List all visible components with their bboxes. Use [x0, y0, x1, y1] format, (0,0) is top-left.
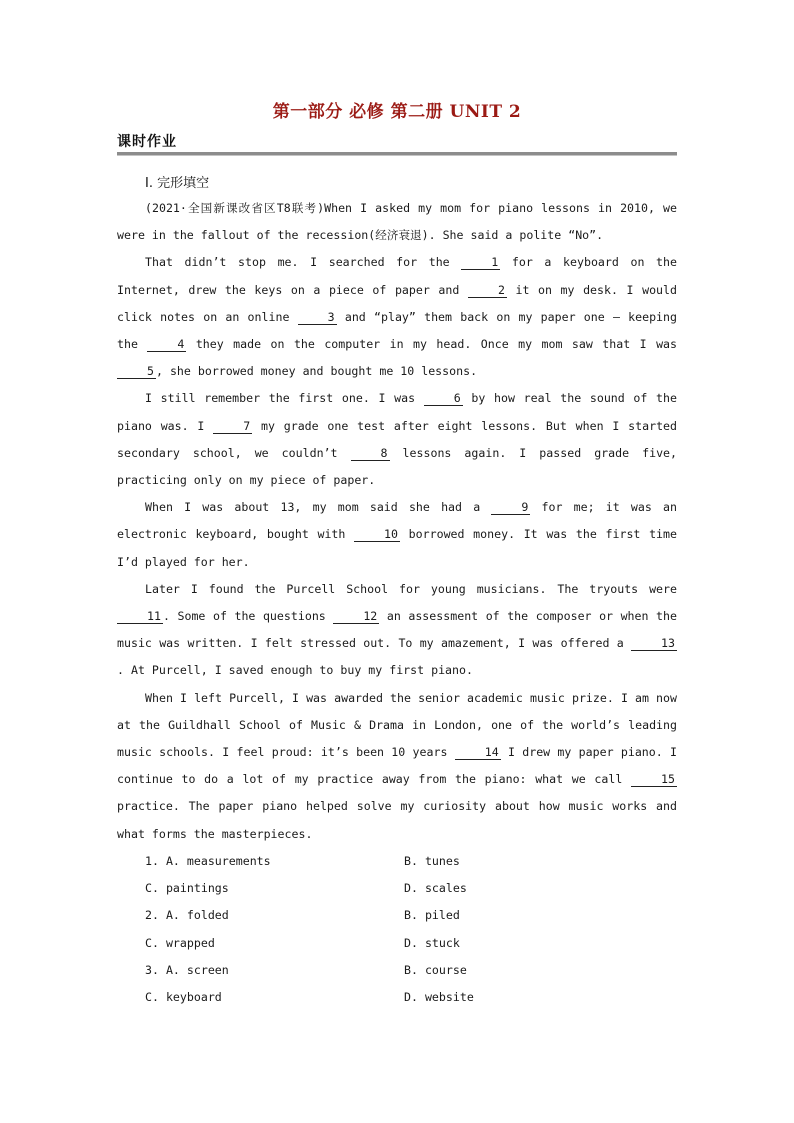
paragraph-text: my grade one test after eight lessons. But when I started secondary school, we couldn’t	[117, 418, 678, 460]
paragraph-text: practice. The paper piano helped solve my curiosity about how music works and what forms the masterpieces.	[117, 799, 677, 841]
option-item[interactable]: D. stuck	[404, 935, 460, 950]
paragraph-text: and “play” them back on my paper one — keeping the	[117, 309, 677, 352]
option-item[interactable]: C. keyboard	[145, 989, 222, 1004]
paragraph-2	[117, 249, 677, 385]
paragraph-text: When I was about 13, my mom said she had a	[145, 500, 492, 515]
paragraph-text: I drew my paper piano. I continue to do a lot of my practice away from the piano: what we call	[117, 745, 677, 787]
blank-2[interactable]: 2	[468, 283, 507, 298]
paragraph-text: Later I found the Purcell School for young musicians. The tryouts were	[145, 581, 677, 596]
option-item[interactable]: D. scales	[404, 881, 467, 896]
blank-8[interactable]: 8	[351, 446, 390, 461]
option-row	[145, 984, 625, 1011]
option-row	[145, 848, 625, 875]
option-row	[145, 902, 625, 929]
blank-10[interactable]: 10	[354, 527, 400, 542]
paragraph-3	[117, 385, 677, 494]
section-divider	[117, 152, 677, 156]
paragraph-1	[117, 195, 677, 249]
option-item[interactable]: C. paintings	[145, 881, 229, 896]
blank-14[interactable]: 14	[455, 745, 501, 760]
paragraph-text: lessons again. I passed grade five, practicing only on my piece of paper.	[117, 445, 678, 488]
blank-11[interactable]: 11	[117, 609, 163, 624]
option-item[interactable]: D. website	[404, 989, 474, 1004]
part-heading: Ⅰ. 完形填空	[145, 176, 210, 191]
blank-4[interactable]: 4	[147, 337, 186, 352]
option-item[interactable]: C. wrapped	[145, 935, 215, 950]
paragraph-text: it on my desk. I would click notes on an online	[117, 282, 677, 324]
option-item[interactable]: 2. A. folded	[145, 908, 229, 923]
option-row	[145, 957, 625, 984]
blank-12[interactable]: 12	[333, 609, 379, 624]
paragraph-text: . At Purcell, I saved enough to buy my first piano.	[117, 663, 473, 678]
paragraph-text: That didn’t stop me. I searched for the	[145, 255, 462, 270]
paragraph-text: for a keyboard on the Internet, drew the keys on a piece of paper and	[117, 255, 677, 297]
blank-15[interactable]: 15	[631, 772, 677, 787]
paragraph-6	[117, 685, 677, 848]
option-item[interactable]: 1. A. measurements	[145, 854, 271, 868]
paragraph-5	[117, 576, 677, 685]
blank-9[interactable]: 9	[491, 500, 530, 515]
paragraph-text: by how real the sound of the piano was. I	[117, 391, 677, 433]
paragraph-text: for me; it was an electronic keyboard, bought with	[117, 500, 677, 542]
option-item[interactable]: B. piled	[404, 908, 460, 923]
paragraph-text: . Some of the questions	[162, 609, 334, 624]
option-item[interactable]: B. course	[404, 962, 467, 977]
paragraph-text: (2021·全国新课改省区T8联考)When I asked my mom for piano lessons in 2010, we were in the fallout of the recession(经济衰退). She said a polite “No”.	[117, 201, 677, 243]
blank-13[interactable]: 13	[631, 636, 677, 651]
paragraph-text: When I left Purcell, I was awarded the senior academic music prize. I am now at the Guildhall School of Music & Drama in London, one of the world’s leading music schools. I feel proud: it’s been 10 years	[117, 690, 677, 760]
paragraph-text: I still remember the first one. I was	[145, 391, 424, 406]
paragraph-text: , she borrowed money and bought me 10 lessons.	[155, 364, 478, 379]
paragraph-text: an assessment of the composer or when the music was written. I felt stressed out. To my amazement, I was offered a	[117, 609, 677, 651]
paragraph-4	[117, 494, 677, 576]
option-item[interactable]: B. tunes	[404, 854, 460, 868]
blank-3[interactable]: 3	[298, 310, 337, 325]
blank-1[interactable]: 1	[461, 255, 500, 270]
paragraph-text: borrowed money. It was the first time I’d played for her.	[117, 527, 677, 569]
paragraph-text: they made on the computer in my head. Once my mom saw that I was	[186, 337, 678, 352]
passage	[117, 195, 677, 848]
blank-6[interactable]: 6	[424, 391, 463, 406]
section-title: 课时作业	[117, 134, 177, 150]
option-item[interactable]: 3. A. screen	[145, 962, 229, 977]
option-row	[145, 930, 625, 957]
page-title: 第一部分 必修 第二册 UNIT 2	[272, 102, 522, 122]
blank-7[interactable]: 7	[213, 419, 252, 434]
blank-5[interactable]: 5	[117, 364, 156, 379]
option-row	[145, 875, 625, 902]
answer-options	[145, 848, 625, 1011]
